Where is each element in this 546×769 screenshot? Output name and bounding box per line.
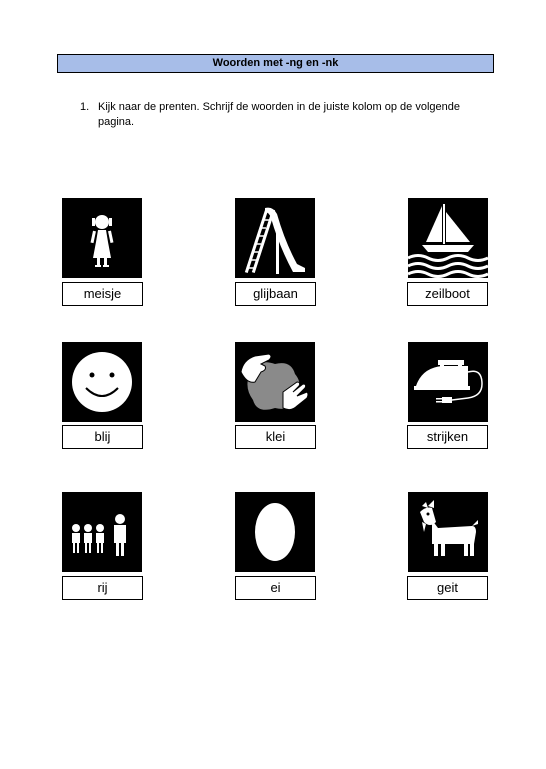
word-label-ei: ei <box>235 576 316 600</box>
worksheet-title: Woorden met -ng en -nk <box>57 54 494 73</box>
clay-icon <box>235 342 315 422</box>
egg-icon <box>235 492 315 572</box>
instruction-text: Kijk naar de prenten. Schrijf de woorden in de juiste kolom op de volgende pagina. <box>98 101 461 128</box>
girl-icon <box>62 198 142 278</box>
goat-icon <box>408 492 488 572</box>
word-label-strijken: strijken <box>407 425 488 449</box>
word-label-glijbaan: glijbaan <box>235 282 316 306</box>
smiley-icon <box>62 342 142 422</box>
word-label-meisje: meisje <box>62 282 143 306</box>
word-label-klei: klei <box>235 425 316 449</box>
slide-icon <box>235 198 315 278</box>
iron-icon <box>408 342 488 422</box>
instruction-number: 1. <box>80 101 90 113</box>
word-label-blij: blij <box>62 425 143 449</box>
word-label-rij: rij <box>62 576 143 600</box>
sailboat-icon <box>408 198 488 278</box>
word-label-zeilboot: zeilboot <box>407 282 488 306</box>
queue-icon <box>62 492 142 572</box>
word-label-geit: geit <box>407 576 488 600</box>
